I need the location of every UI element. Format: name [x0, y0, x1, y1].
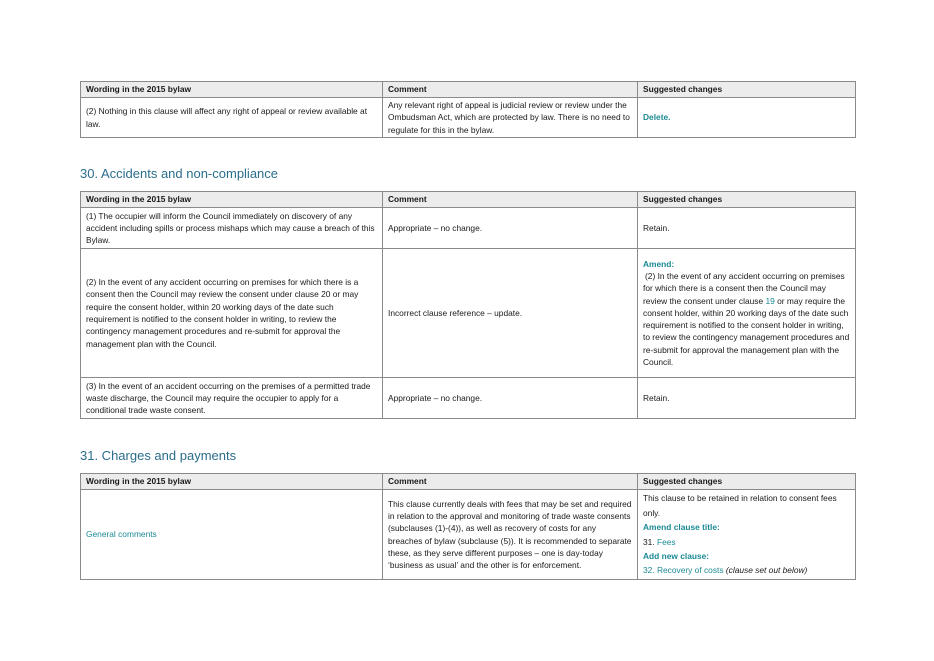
comment-cell: Appropriate – no change.	[383, 378, 638, 419]
suggested-change-cell	[638, 98, 856, 138]
table-row	[81, 249, 856, 378]
table-row	[81, 208, 856, 249]
new-clause-title: 32. Recovery of costs	[643, 565, 724, 576]
amended-text-before: (2) In the event of any accident occurring on premises for which there is a consent then the Council may review the consent under clause	[643, 270, 845, 306]
header-suggested-changes: Suggested changes	[638, 474, 856, 490]
header-wording: Wording in the 2015 bylaw	[81, 474, 383, 490]
suggested-change-cell: Retain.	[638, 208, 856, 249]
header-wording: Wording in the 2015 bylaw	[81, 192, 383, 208]
table-row	[81, 490, 856, 580]
header-comment: Comment	[383, 82, 638, 98]
amended-clause-text	[643, 271, 849, 367]
table-row	[81, 98, 856, 138]
new-clause	[643, 563, 850, 577]
suggested-change-cell	[638, 249, 856, 378]
comment-cell: Any relevant right of appeal is judicial review or review under the Ombudsman Act, which are protected by law. There is no need to regulate for this in the bylaw.	[383, 98, 638, 138]
amended-title-text: Fees	[656, 536, 676, 547]
amended-title-number: 31.	[643, 536, 655, 547]
amended-title	[643, 535, 850, 549]
header-comment: Comment	[383, 192, 638, 208]
header-suggested-changes: Suggested changes	[638, 82, 856, 98]
table-header-row	[81, 192, 856, 208]
comment-cell: This clause currently deals with fees that may be set and required in relation to the approval and monitoring of trade waste consents (subclauses (1)-(4)), as well as recovery of costs for any breaches of bylaw (subclause (5)). It is recommended to separate these, as they serve different purposes – one is day-today ‘business as usual’ and the other is for enforcement.	[383, 490, 638, 580]
wording-cell	[81, 490, 383, 580]
comment-cell: Incorrect clause reference – update.	[383, 249, 638, 378]
clause-30-table	[80, 191, 856, 419]
suggested-change-cell: Retain.	[638, 378, 856, 419]
amended-clause-reference: 19	[765, 295, 775, 306]
wording-cell: (2) In the event of any accident occurring on premises for which there is a consent then the Council may review the consent under clause 20 or may require the consent holder, within 20 working days of the date such requirement is notified to the consent holder in writing, to review the contingency management procedures and re-submit for approval the management plan with the Council.	[81, 249, 383, 378]
wording-cell: (3) In the event of an accident occurring on the premises of a permitted trade waste discharge, the Council may require the occupier to apply for a conditional trade waste consent.	[81, 378, 383, 419]
suggested-change-cell	[638, 490, 856, 580]
amended-text-after: or may require the consent holder, within 20 working days of the date such requirement is notified to the consent holder in writing, to review the contingency management procedures and re-submit for approval the management plan with the Council.	[643, 295, 850, 368]
header-wording: Wording in the 2015 bylaw	[81, 82, 383, 98]
general-comments-link: General comments	[86, 529, 157, 540]
amend-title-label: Amend clause title:	[643, 522, 720, 533]
delete-text: Delete.	[643, 112, 671, 123]
amend-label: Amend:	[643, 258, 675, 269]
comment-cell: Appropriate – no change.	[383, 208, 638, 249]
wording-cell: (1) The occupier will inform the Council immediately on discovery of any accident including spills or process mishaps which may cause a breach of this Bylaw.	[81, 208, 383, 249]
table-header-row	[81, 82, 856, 98]
clause-table-continued	[80, 81, 856, 138]
table-row	[81, 378, 856, 419]
add-clause-label: Add new clause:	[643, 550, 710, 561]
header-comment: Comment	[383, 474, 638, 490]
wording-cell: (2) Nothing in this clause will affect any right of appeal or review available at law.	[81, 98, 383, 138]
table-header-row	[81, 474, 856, 490]
clause-31-table	[80, 473, 856, 580]
new-clause-note: (clause set out below)	[725, 565, 808, 576]
section-heading-30: 30. Accidents and non-compliance	[80, 166, 279, 181]
header-suggested-changes: Suggested changes	[638, 192, 856, 208]
retain-note: This clause to be retained in relation to consent fees only.	[643, 493, 837, 518]
section-heading-31: 31. Charges and payments	[80, 448, 237, 463]
